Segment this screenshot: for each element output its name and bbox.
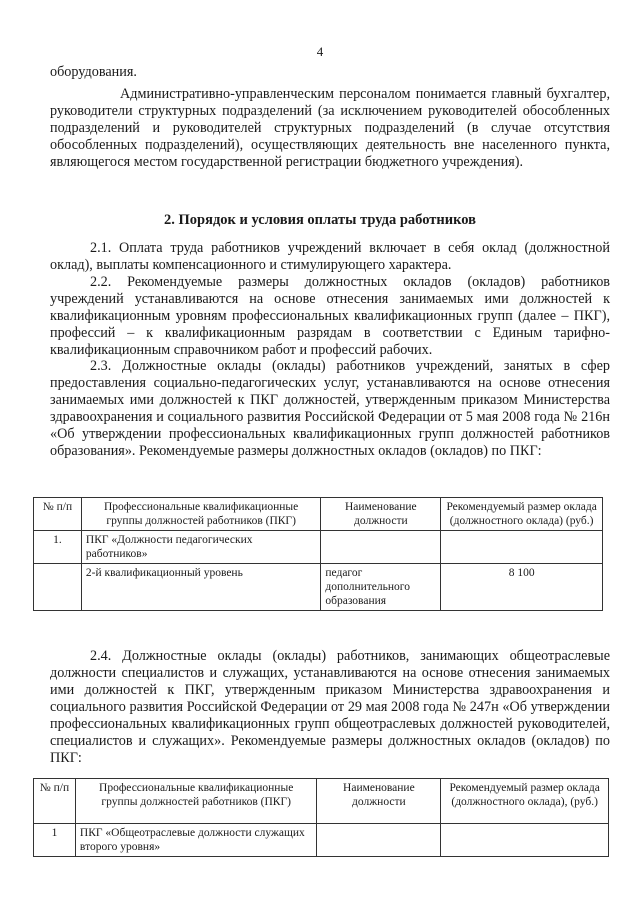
paragraph-2-2: 2.2. Рекомендуемые размеры должностных окладов (окладов) работников учреждений устанавливаются на основе отнесения занимаемых ими должностей к квалификационным уровням профессиональных квалификационных групп (далее – ПКГ), профессий – к квалификационным разрядам в соответствии с Единым тарифно-квалификационным справочником работ и профессий рабочих. [50, 274, 610, 358]
row-empty-cell [441, 531, 603, 564]
paragraph-admin-staff: Административно-управленческим персоналом понимается главный бухгалтер, руководители структурных подразделений (за исключением руководителей обособленных подразделений и руководителей структурных подразделений (в случае отсутствия обособленных подразделений), осуществляющих деятельность вне населенного пункта, являющегося местом государственной регистрации бюджетного учреждения). [50, 86, 610, 170]
row-group-name: ПКГ «Должности педагогических работников» [81, 531, 320, 564]
table-row [34, 531, 603, 564]
pkg-table-education [33, 497, 603, 611]
table-header-row [34, 498, 603, 531]
header-pkg: Профессиональные квалификационные группы должностей работников (ПКГ) [81, 498, 320, 531]
header-position: Наименование должности [317, 779, 441, 824]
row-group-name: ПКГ «Общеотраслевые должности служащих второго уровня» [75, 824, 317, 857]
row-empty-cell [321, 531, 441, 564]
header-salary: Рекомендуемый размер оклада (должностного оклада), (руб.) [441, 779, 609, 824]
table-header-row [34, 779, 609, 824]
row-number: 1 [34, 824, 76, 857]
row-empty-cell [317, 824, 441, 857]
row-qualification-level: 2-й квалификационный уровень [81, 564, 320, 611]
paragraph-2-4: 2.4. Должностные оклады (оклады) работников, занимающих общеотраслевые должности специалистов и служащих, устанавливаются на основе отнесения занимаемых ими должностей к ПКГ, утвержденным приказом Министерства здравоохранения и социального развития Российской Федерации от 29 мая 2008 года № 247н «Об утверждении профессиональных квалификационных групп общеотраслевых должностей руководителей, специалистов и служащих». Рекомендуемые размеры должностных окладов (окладов) по ПКГ: [50, 648, 610, 766]
table-row [34, 564, 603, 611]
section-heading: 2. Порядок и условия оплаты труда работников [164, 212, 476, 228]
row-empty-cell [441, 824, 609, 857]
header-pkg: Профессиональные квалификационные группы должностей работников (ПКГ) [75, 779, 317, 824]
paragraph-2-3: 2.3. Должностные оклады (оклады) работников учреждений, занятых в сфер предоставления социально-педагогических услуг, устанавливаются на основе отнесения занимаемых ими должностей к ПКГ должностей, утвержденным приказом Министерства здравоохранения и социального развития Российской Федерации от 5 мая 2008 года № 216н «Об утверждении профессиональных квалификационных групп должностей работников образования». Рекомендуемые размеры должностных окладов (окладов) по ПКГ: [50, 358, 610, 459]
row-position: педагог дополнительного образования [321, 564, 441, 611]
row-salary: 8 100 [441, 564, 603, 611]
row-number: 1. [34, 531, 82, 564]
paragraph-continuation: оборудования. [50, 64, 137, 80]
row-empty-cell [34, 564, 82, 611]
header-number: № п/п [34, 779, 76, 824]
header-number: № п/п [34, 498, 82, 531]
header-salary: Рекомендуемый размер оклада (должностного оклада) (руб.) [441, 498, 603, 531]
header-position: Наименование должности [321, 498, 441, 531]
table-row [34, 824, 609, 857]
pkg-table-general [33, 778, 609, 857]
page-number: 4 [316, 44, 324, 59]
paragraph-2-1: 2.1. Оплата труда работников учреждений включает в себя оклад (должностной оклад), выплаты компенсационного и стимулирующего характера. [50, 240, 610, 273]
